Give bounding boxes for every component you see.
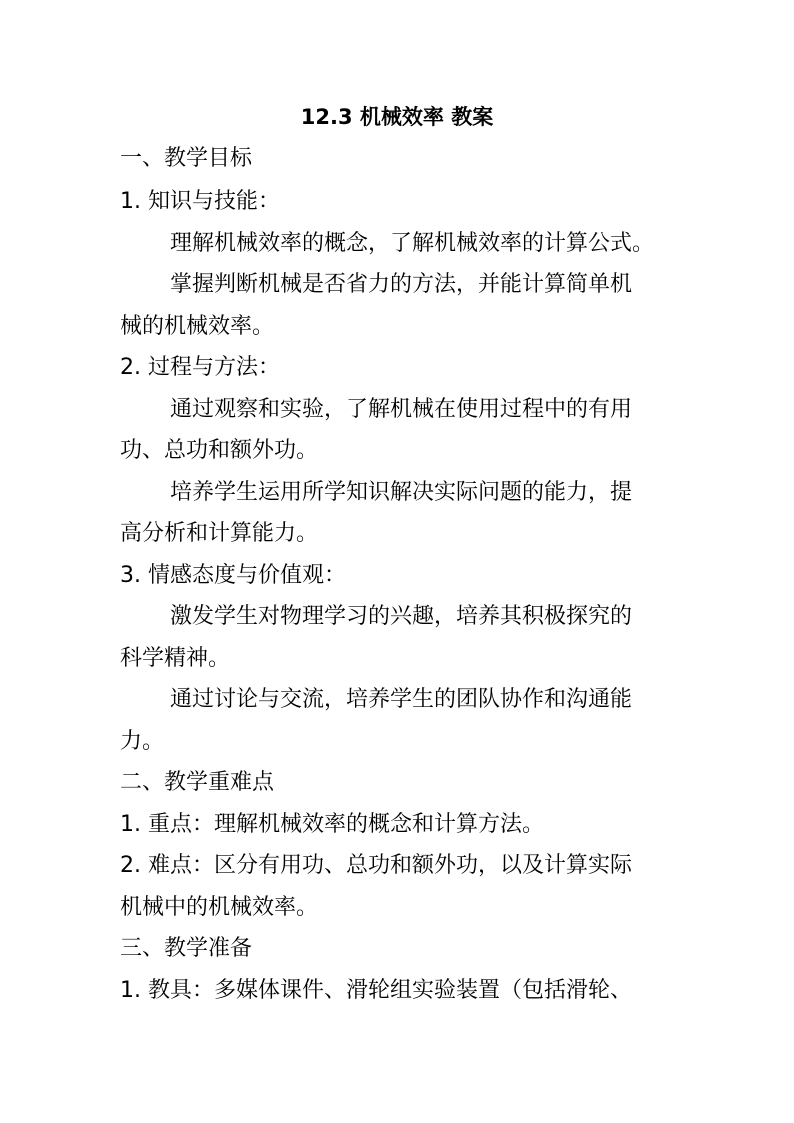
paragraph-line: 通过讨论与交流，培养学生的团队协作和沟通能 [170, 687, 633, 712]
paragraph-line: 高分析和计算能力。 [120, 521, 319, 546]
list-item-key-point: 1. 重点：理解机械效率的概念和计算方法。 [120, 812, 544, 837]
section-heading-preparation: 三、教学准备 [120, 936, 253, 961]
paragraph-line: 激发学生对物理学习的兴趣，培养其积极探究的 [170, 604, 633, 629]
paragraph-line: 通过观察和实验，了解机械在使用过程中的有用 [170, 397, 633, 422]
section-heading-key-points: 二、教学重难点 [120, 770, 275, 795]
section-heading-objectives: 一、教学目标 [120, 146, 253, 171]
paragraph-line: 科学精神。 [120, 646, 231, 671]
paragraph-line: 功、总功和额外功。 [120, 438, 319, 463]
subheading-knowledge-skills: 1. 知识与技能： [120, 189, 280, 214]
paragraph-line: 培养学生运用所学知识解决实际问题的能力，提 [170, 480, 633, 505]
paragraph-line: 理解机械效率的概念，了解机械效率的计算公式。 [170, 231, 655, 256]
document-title: 12.3 机械效率 教案 [300, 105, 494, 129]
subheading-process-methods: 2. 过程与方法： [120, 355, 280, 380]
paragraph-line: 力。 [120, 729, 165, 754]
list-item-difficulty: 2. 难点：区分有用功、总功和额外功，以及计算实际 [120, 853, 632, 878]
paragraph-line: 掌握判断机械是否省力的方法，并能计算简单机 [170, 272, 633, 297]
subheading-emotion-values: 3. 情感态度与价值观： [120, 563, 346, 588]
paragraph-line: 机械中的机械效率。 [120, 895, 319, 920]
paragraph-line: 械的机械效率。 [120, 314, 275, 339]
list-item-teaching-aids: 1. 教具：多媒体课件、滑轮组实验装置（包括滑轮、 [120, 978, 632, 1003]
